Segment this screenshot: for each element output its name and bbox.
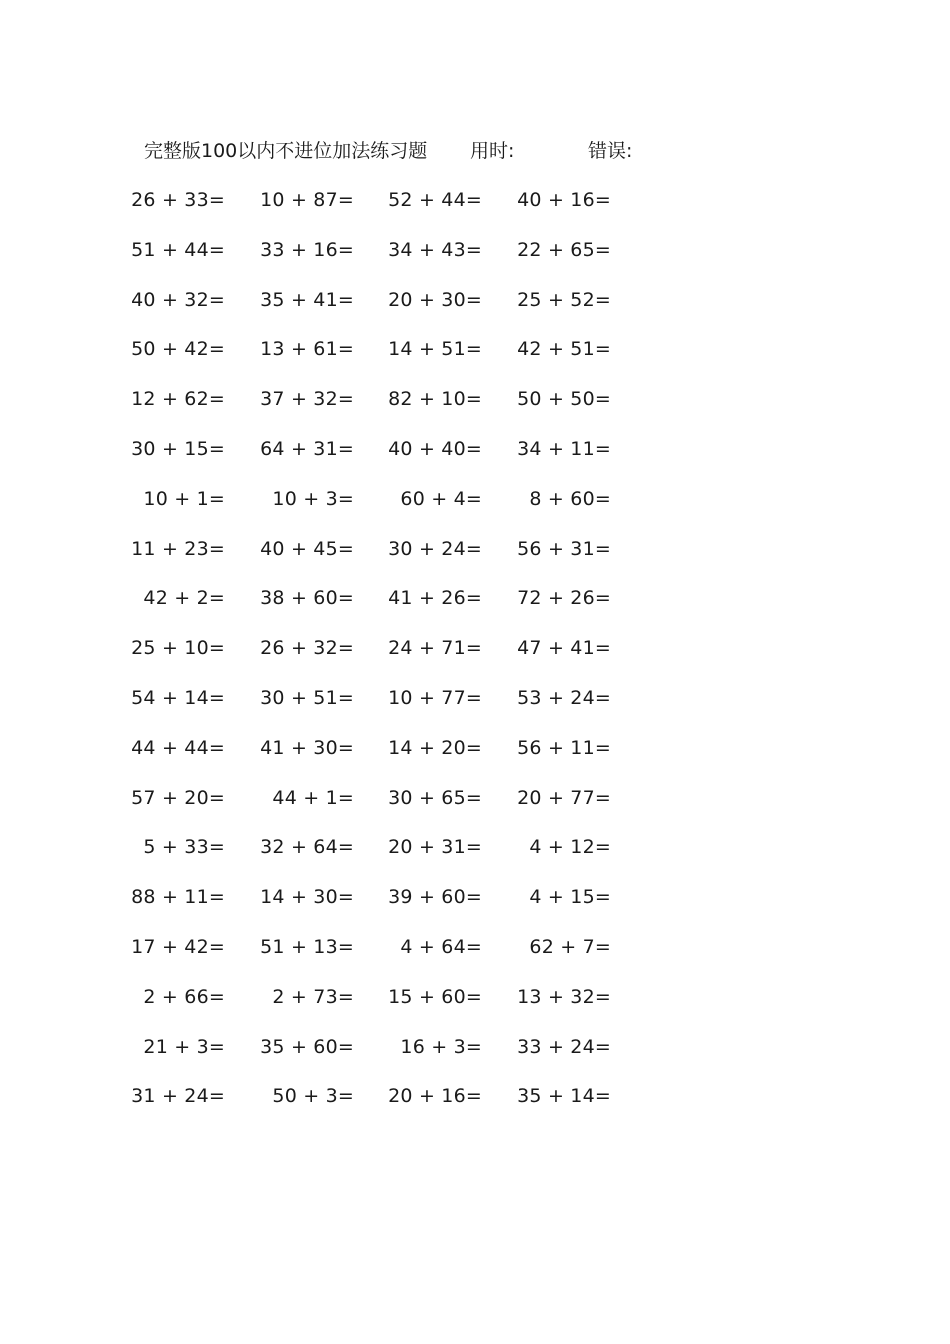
- problem-item: 72 + 26=: [517, 587, 611, 610]
- problem-item: 44 + 44=: [131, 736, 225, 759]
- problem-row: [0, 285, 950, 315]
- problem-item: 15 + 60=: [388, 985, 482, 1008]
- problem-item: 10 + 87=: [260, 189, 354, 211]
- problem-row: [0, 932, 950, 962]
- worksheet-title: 完整版100以内不进位加法练习题: [144, 140, 428, 162]
- time-label: 用时:: [470, 140, 515, 162]
- problem-item: 4 + 64=: [400, 936, 482, 958]
- problem-item: 82 + 10=: [388, 388, 482, 411]
- problem-item: 30 + 24=: [388, 537, 482, 560]
- problem-item: 4 + 15=: [529, 886, 611, 909]
- problem-item: 47 + 41=: [517, 637, 611, 660]
- problem-row: [0, 583, 950, 613]
- problem-row: [0, 882, 950, 912]
- problem-item: 25 + 10=: [131, 637, 225, 660]
- problem-item: 40 + 45=: [260, 537, 354, 560]
- problem-item: 13 + 61=: [260, 338, 354, 361]
- problem-row: [0, 783, 950, 813]
- problem-row: [0, 434, 950, 464]
- problem-item: 40 + 40=: [388, 438, 482, 460]
- problem-item: 12 + 62=: [131, 388, 225, 411]
- problem-item: 2 + 73=: [272, 985, 354, 1008]
- problem-item: 41 + 26=: [388, 587, 482, 610]
- problem-row: [0, 1032, 950, 1062]
- problem-row: [0, 384, 950, 414]
- problem-item: 40 + 16=: [517, 189, 611, 211]
- problem-item: 38 + 60=: [260, 587, 354, 610]
- problem-item: 4 + 12=: [529, 836, 611, 859]
- problem-item: 14 + 30=: [260, 886, 354, 909]
- problem-item: 34 + 11=: [517, 438, 611, 460]
- problem-item: 34 + 43=: [388, 238, 482, 261]
- problem-item: 31 + 24=: [131, 1085, 225, 1108]
- problem-item: 42 + 2=: [143, 587, 225, 610]
- problem-item: 22 + 65=: [517, 238, 611, 261]
- problem-row: [0, 334, 950, 364]
- problem-item: 50 + 50=: [517, 388, 611, 411]
- problem-item: 30 + 15=: [131, 438, 225, 460]
- problem-item: 14 + 51=: [388, 338, 482, 361]
- error-label: 错误:: [588, 140, 633, 162]
- problem-item: 30 + 65=: [388, 786, 482, 809]
- problem-item: 88 + 11=: [131, 886, 225, 909]
- problem-item: 60 + 4=: [400, 487, 482, 510]
- problem-row: [0, 633, 950, 663]
- problem-item: 53 + 24=: [517, 687, 611, 709]
- problem-item: 50 + 3=: [272, 1085, 354, 1108]
- problem-item: 24 + 71=: [388, 637, 482, 660]
- problem-row: [0, 185, 950, 215]
- problem-row: [0, 534, 950, 564]
- problem-item: 5 + 33=: [143, 836, 225, 859]
- problem-item: 25 + 52=: [517, 288, 611, 311]
- problem-item: 52 + 44=: [388, 189, 482, 211]
- problem-item: 2 + 66=: [143, 985, 225, 1008]
- problem-row: [0, 235, 950, 265]
- problem-item: 20 + 77=: [517, 786, 611, 809]
- problem-row: [0, 683, 950, 713]
- problem-item: 11 + 23=: [131, 537, 225, 560]
- problem-item: 26 + 32=: [260, 637, 354, 660]
- problem-item: 42 + 51=: [517, 338, 611, 361]
- problem-item: 21 + 3=: [143, 1035, 225, 1058]
- problem-item: 51 + 44=: [131, 238, 225, 261]
- problem-item: 10 + 77=: [388, 687, 482, 709]
- problem-item: 20 + 31=: [388, 836, 482, 859]
- problem-item: 16 + 3=: [400, 1035, 482, 1058]
- problem-item: 44 + 1=: [272, 786, 354, 809]
- problem-item: 35 + 41=: [260, 288, 354, 311]
- problem-item: 35 + 14=: [517, 1085, 611, 1108]
- problem-item: 40 + 32=: [131, 288, 225, 311]
- problem-item: 20 + 30=: [388, 288, 482, 311]
- problem-item: 14 + 20=: [388, 736, 482, 759]
- problem-item: 10 + 3=: [272, 487, 354, 510]
- problem-row: [0, 832, 950, 862]
- problem-item: 32 + 64=: [260, 836, 354, 859]
- problem-item: 41 + 30=: [260, 736, 354, 759]
- problem-item: 17 + 42=: [131, 936, 225, 958]
- problem-item: 10 + 1=: [143, 487, 225, 510]
- problem-item: 62 + 7=: [529, 936, 611, 958]
- problem-item: 50 + 42=: [131, 338, 225, 361]
- problem-row: [0, 982, 950, 1012]
- problem-item: 39 + 60=: [388, 886, 482, 909]
- problem-item: 20 + 16=: [388, 1085, 482, 1108]
- problem-item: 33 + 16=: [260, 238, 354, 261]
- problem-item: 37 + 32=: [260, 388, 354, 411]
- problem-item: 8 + 60=: [529, 487, 611, 510]
- problem-item: 30 + 51=: [260, 687, 354, 709]
- problem-item: 13 + 32=: [517, 985, 611, 1008]
- problem-item: 54 + 14=: [131, 687, 225, 709]
- problem-row: [0, 733, 950, 763]
- problem-item: 64 + 31=: [260, 438, 354, 460]
- problem-item: 33 + 24=: [517, 1035, 611, 1058]
- problem-item: 35 + 60=: [260, 1035, 354, 1058]
- problem-row: [0, 484, 950, 514]
- problem-item: 26 + 33=: [131, 189, 225, 211]
- problem-item: 57 + 20=: [131, 786, 225, 809]
- problem-item: 56 + 31=: [517, 537, 611, 560]
- problem-row: [0, 1081, 950, 1111]
- problem-item: 56 + 11=: [517, 736, 611, 759]
- problem-item: 51 + 13=: [260, 936, 354, 958]
